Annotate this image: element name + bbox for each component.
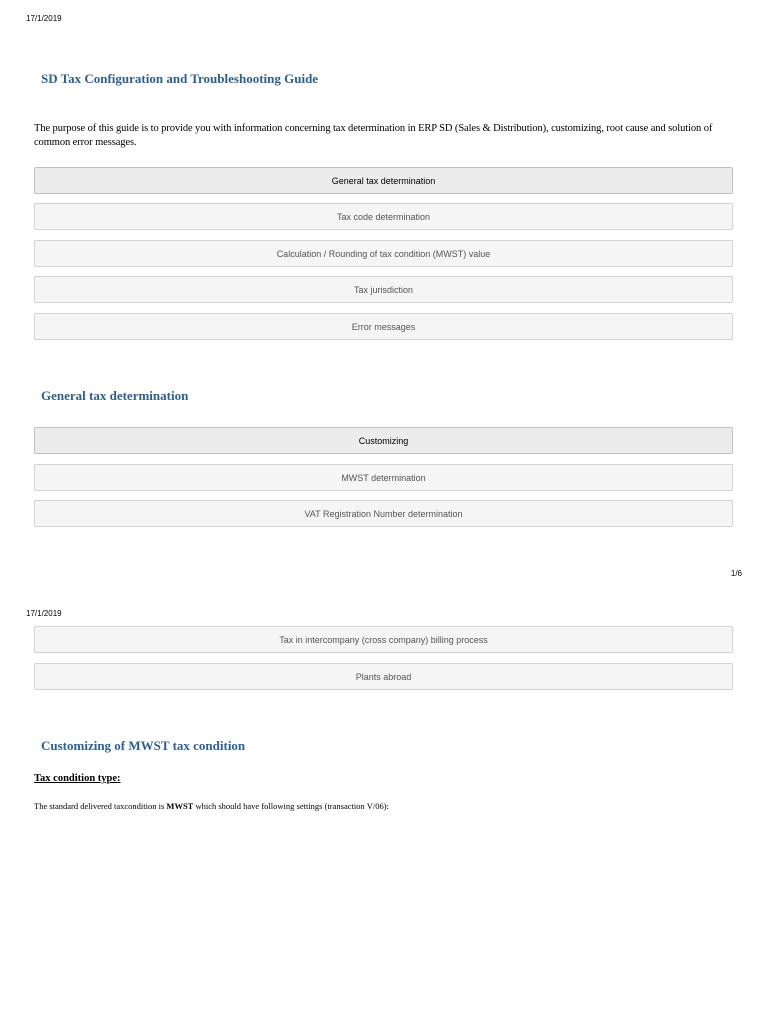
- accordion-intercompany-billing[interactable]: Tax in intercompany (cross company) billing process: [34, 626, 733, 653]
- accordion-customizing[interactable]: Customizing: [34, 427, 733, 454]
- accordion-mwst-determination[interactable]: MWST determination: [34, 464, 733, 491]
- accordion-calculation-rounding[interactable]: Calculation / Rounding of tax condition (MWST) value: [34, 240, 733, 267]
- accordion-vat-registration[interactable]: VAT Registration Number determination: [34, 500, 733, 527]
- condition-name-bold: MWST: [166, 801, 194, 811]
- accordion-error-messages[interactable]: Error messages: [34, 313, 733, 340]
- accordion-tax-code-determination[interactable]: Tax code determination: [34, 203, 733, 230]
- tax-condition-type-subheading: Tax condition type:: [34, 773, 121, 784]
- paragraph-text-end: which should have following settings (transaction V/06):: [193, 801, 389, 811]
- print-date: 17/1/2019: [26, 609, 62, 618]
- page-number: 1/6: [730, 569, 742, 578]
- intro-paragraph: The purpose of this guide is to provide you with information concerning tax determination in ERP SD (Sales & Distribution), customizing, root cause and solution of common error messages.: [34, 123, 713, 148]
- accordion-tax-jurisdiction[interactable]: Tax jurisdiction: [34, 276, 733, 303]
- paragraph-text-start: The standard delivered taxcondition is: [34, 801, 167, 811]
- accordion-plants-abroad[interactable]: Plants abroad: [34, 663, 733, 690]
- section-title-general-tax: General tax determination: [41, 388, 189, 403]
- condition-type-paragraph: [34, 801, 389, 811]
- page-title: SD Tax Configuration and Troubleshooting Guide: [41, 71, 319, 86]
- accordion-general-tax-determination[interactable]: General tax determination: [34, 167, 733, 194]
- section-title-customizing-mwst: Customizing of MWST tax condition: [41, 738, 246, 753]
- print-date: 17/1/2019: [26, 14, 62, 23]
